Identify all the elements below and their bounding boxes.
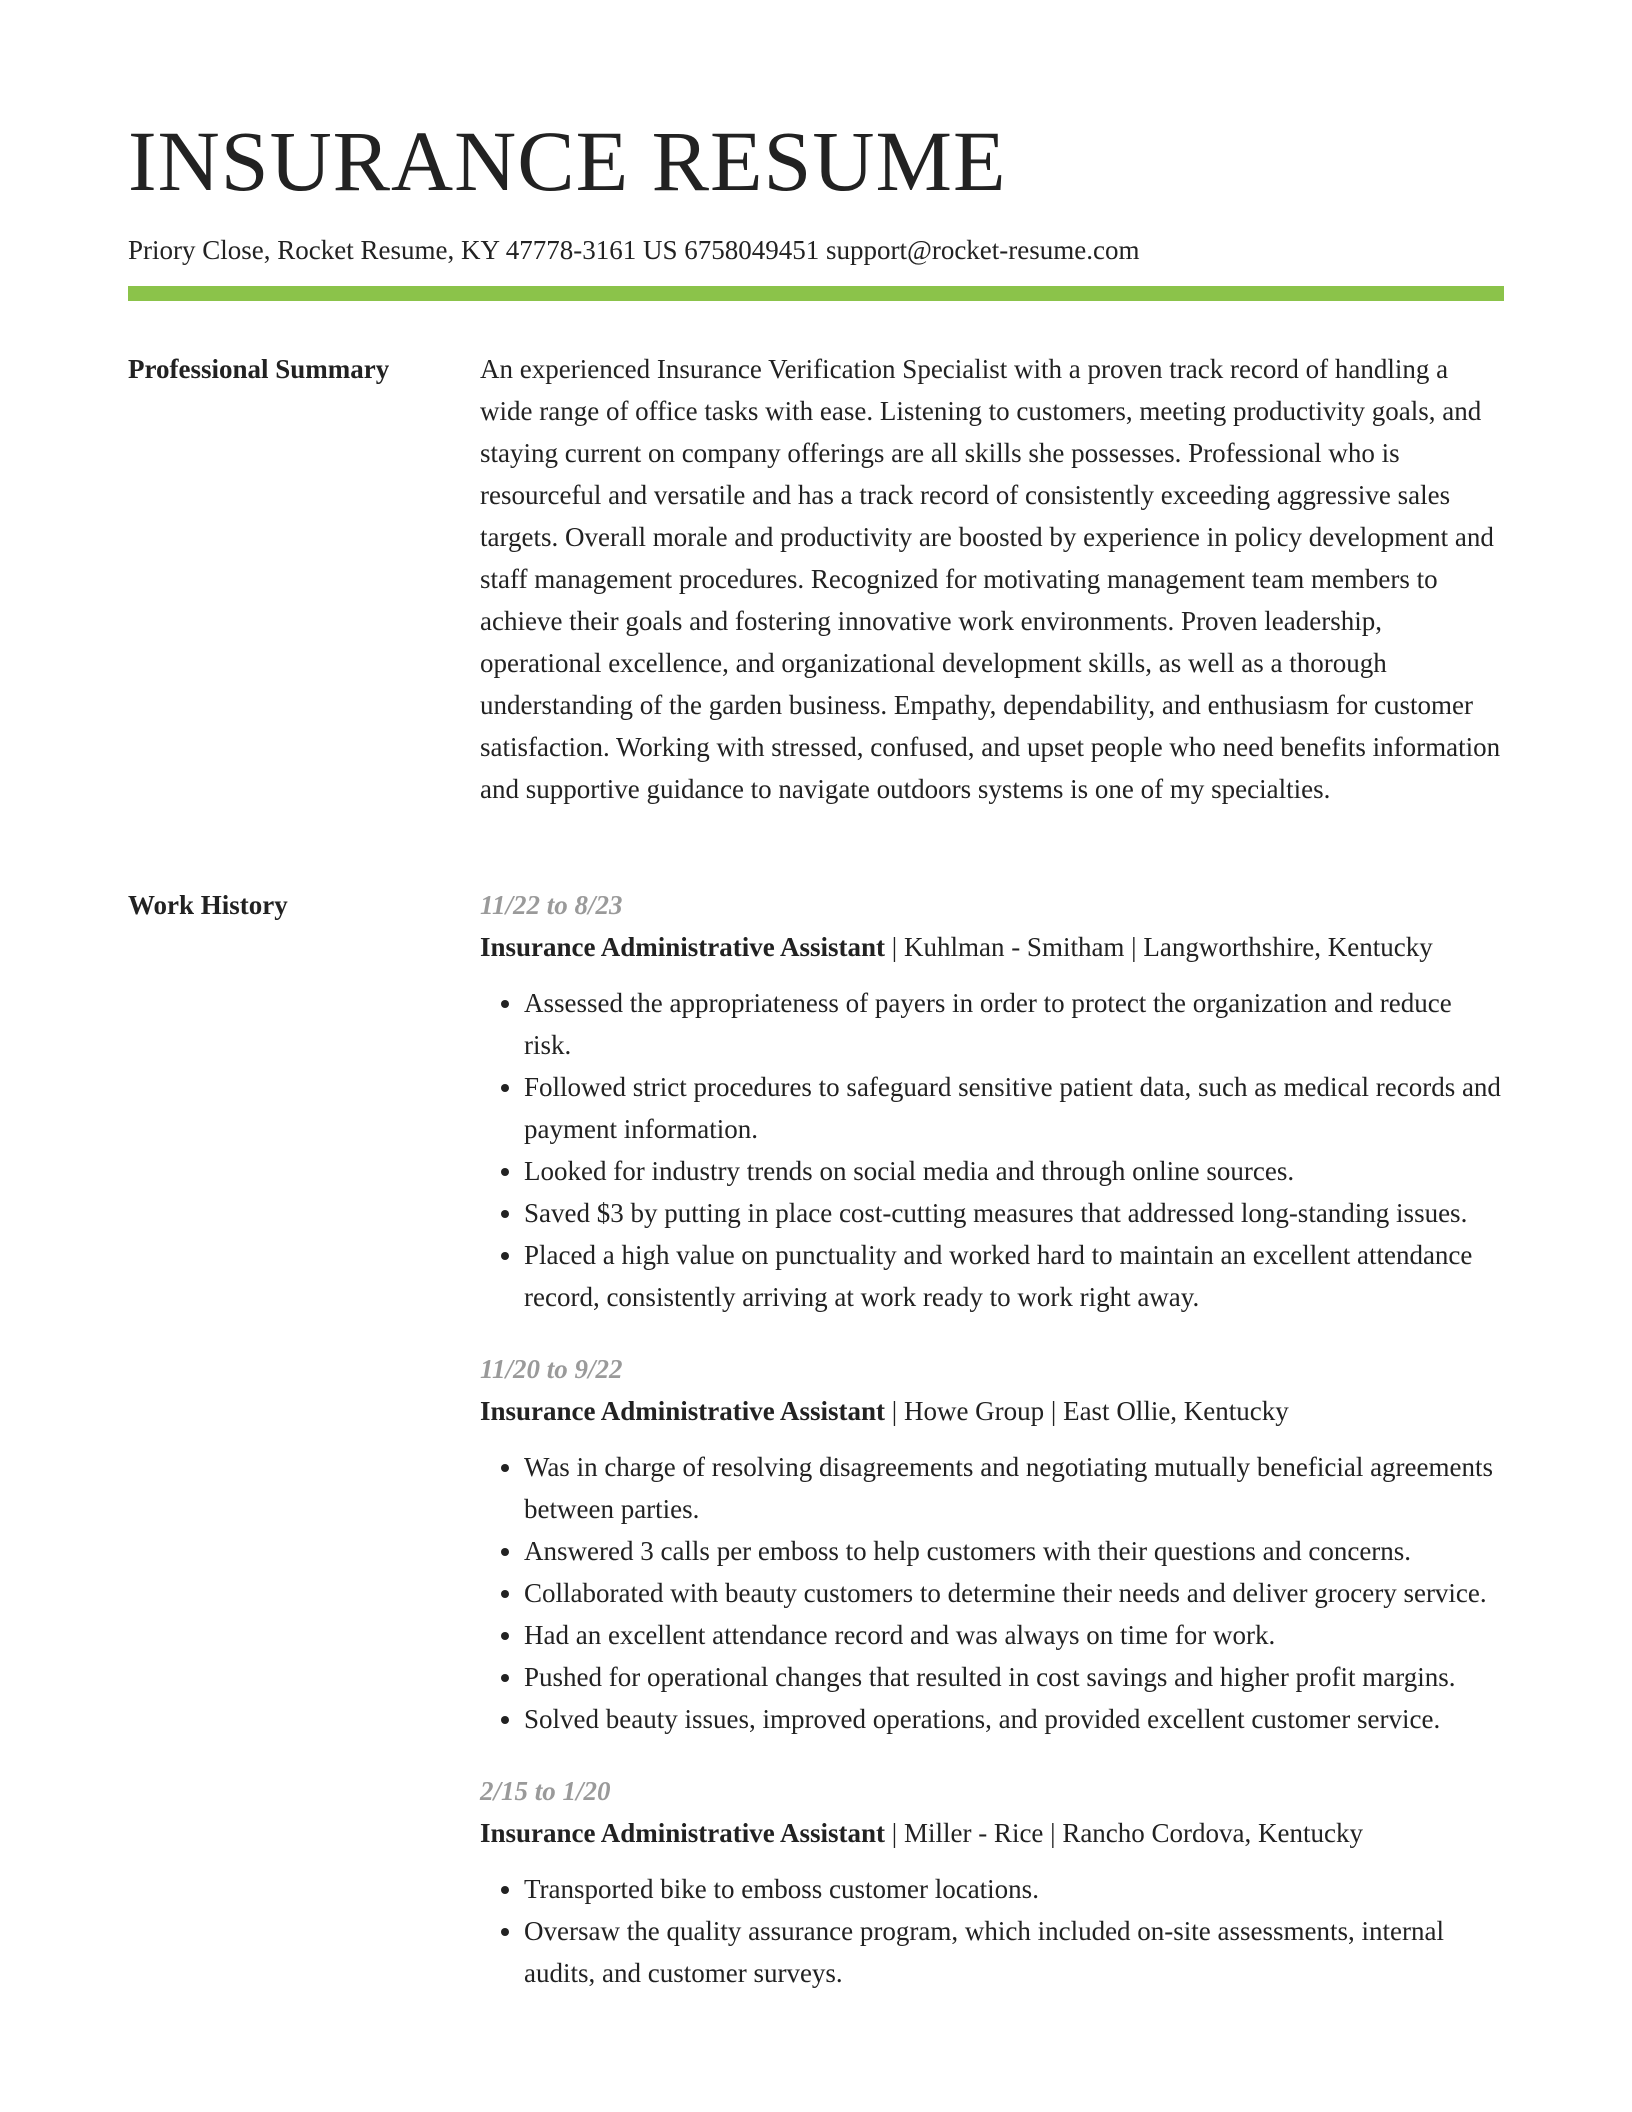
- work-history-body: [480, 884, 1504, 2024]
- job-heading: [480, 926, 1504, 968]
- job-company-location: | Miller - Rice | Rancho Cordova, Kentucky: [885, 1818, 1363, 1848]
- job-bullet: • Looked for industry trends on social media and through online sources.: [524, 1150, 1504, 1192]
- job-bullet: • Saved $3 by putting in place cost-cutting measures that addressed long-standing issues.: [524, 1192, 1504, 1234]
- job-entry: [480, 1770, 1504, 1994]
- job-entry: [480, 884, 1504, 1318]
- job-company-location: | Kuhlman - Smitham | Langworthshire, Kentucky: [885, 932, 1433, 962]
- job-heading: [480, 1812, 1504, 1854]
- job-heading: [480, 1390, 1504, 1432]
- job-bullet: • Was in charge of resolving disagreements and negotiating mutually beneficial agreements between parties.: [524, 1446, 1504, 1530]
- job-bullet: • Assessed the appropriateness of payers in order to protect the organization and reduce risk.: [524, 982, 1504, 1066]
- summary-body: [480, 348, 1504, 810]
- job-bullet: • Answered 3 calls per emboss to help customers with their questions and concerns.: [524, 1530, 1504, 1572]
- summary-text: An experienced Insurance Verification Specialist with a proven track record of handling a wide range of office tasks with ease. Listening to customers, meeting productivity goals, and staying current on company offerings are all skills she possesses. Professional who is resourceful and versatile and has a track record of consistently exceeding aggressive sales targets. Overall morale and productivity are boosted by experience in policy development and staff management procedures. Recognized for motivating management team members to achieve their goals and fostering innovative work environments. Proven leadership, operational excellence, and organizational development skills, as well as a thorough understanding of the garden business. Empathy, dependability, and enthusiasm for customer satisfaction. Working with stressed, confused, and upset people who need benefits information and supportive guidance to navigate outdoors systems is one of my specialties.: [480, 354, 1501, 804]
- job-bullet: • Solved beauty issues, improved operations, and provided excellent customer service.: [524, 1698, 1504, 1740]
- job-bullet-list: [480, 1446, 1504, 1740]
- job-bullet: • Followed strict procedures to safeguard sensitive patient data, such as medical records and payment information.: [524, 1066, 1504, 1150]
- job-title: Insurance Administrative Assistant: [480, 1818, 886, 1848]
- job-bullet: • Collaborated with beauty customers to determine their needs and deliver grocery service.: [524, 1572, 1504, 1614]
- job-company-location: | Howe Group | East Ollie, Kentucky: [885, 1396, 1289, 1426]
- section-label-summary: Professional Summary: [128, 354, 390, 384]
- job-title: Insurance Administrative Assistant: [480, 1396, 886, 1426]
- section-label-work-history: Work History: [128, 890, 288, 920]
- accent-divider: [128, 286, 1504, 301]
- job-entry: [480, 1348, 1504, 1740]
- job-title: Insurance Administrative Assistant: [480, 932, 886, 962]
- job-dates: 2/15 to 1/20: [480, 1776, 611, 1806]
- job-bullet-list: [480, 1868, 1504, 1994]
- job-bullet: • Had an excellent attendance record and was always on time for work.: [524, 1614, 1504, 1656]
- contact-line: Priory Close, Rocket Resume, KY 47778-3161 US 6758049451 support@rocket-resume.com: [128, 235, 1140, 265]
- job-bullet: • Placed a high value on punctuality and worked hard to maintain an excellent attendance record, consistently arriving at work ready to work right away.: [524, 1234, 1504, 1318]
- job-bullet: • Transported bike to emboss customer locations.: [524, 1868, 1504, 1910]
- job-bullet-list: [480, 982, 1504, 1318]
- resume-title: INSURANCE RESUME: [128, 113, 1007, 209]
- job-bullet: • Oversaw the quality assurance program, which included on-site assessments, internal audits, and customer surveys.: [524, 1910, 1504, 1994]
- job-dates: 11/22 to 8/23: [480, 890, 623, 920]
- job-bullet: • Pushed for operational changes that resulted in cost savings and higher profit margins.: [524, 1656, 1504, 1698]
- job-dates: 11/20 to 9/22: [480, 1354, 623, 1384]
